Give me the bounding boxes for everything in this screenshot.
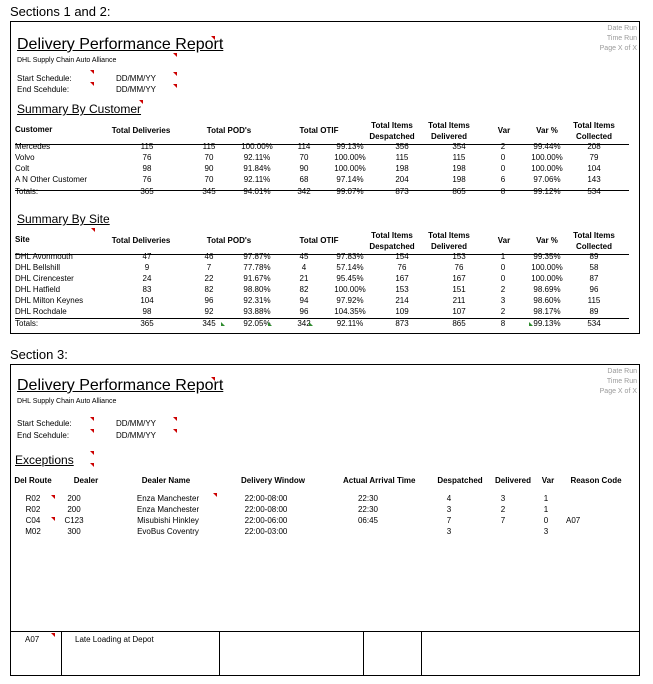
report-subtitle: DHL Supply Chain Auto Alliance xyxy=(17,398,117,405)
exceptions-cell: 7 xyxy=(500,516,506,525)
exceptions-col-header: Reason Code xyxy=(570,476,622,485)
customer-name: Colt xyxy=(15,164,30,173)
comment-marker xyxy=(173,429,177,433)
site-col-header: Total OTIF xyxy=(299,236,339,245)
exceptions-col-header: Del Route xyxy=(14,476,52,485)
exceptions-cell: 1 xyxy=(543,505,549,514)
customer-cell: 92.11% xyxy=(243,175,271,184)
site-totals-cell: 345 xyxy=(202,319,216,328)
comment-marker xyxy=(90,451,94,455)
customer-totals-cell: 99.07% xyxy=(336,187,364,196)
comment-marker xyxy=(139,100,143,104)
exceptions-col-header: Dealer xyxy=(73,476,99,485)
site-cell: 45 xyxy=(299,252,309,261)
cell-flag xyxy=(268,322,272,326)
site-totals-cell: 873 xyxy=(395,319,409,328)
section-1-2-label: Sections 1 and 2: xyxy=(10,4,111,19)
customer-cell: 0 xyxy=(500,153,506,162)
footer-cell xyxy=(11,632,62,675)
cell-flag xyxy=(221,322,225,326)
exceptions-cell: Enza Manchester xyxy=(136,494,200,503)
site-name: DHL Cirencester xyxy=(15,274,74,283)
date-run: Date Run xyxy=(607,25,637,32)
comment-marker xyxy=(90,429,94,433)
report-frame-exceptions xyxy=(10,364,640,676)
customer-totals-cell: 99.12% xyxy=(533,187,561,196)
exceptions-cell: M02 xyxy=(25,527,41,536)
exceptions-cell: C04 xyxy=(25,516,41,525)
start-schedule-label: Start Schedule: xyxy=(17,74,72,83)
run-info xyxy=(600,24,637,54)
customer-cell: 98 xyxy=(142,164,152,173)
report-title: Delivery Performance Report xyxy=(17,36,224,53)
exceptions-cell: 22:30 xyxy=(357,494,379,503)
customer-cell: 97.14% xyxy=(336,175,364,184)
report-subtitle: DHL Supply Chain Auto Alliance xyxy=(17,57,117,64)
site-name: DHL Bellshill xyxy=(15,263,61,272)
exceptions-cell: 4 xyxy=(446,494,452,503)
customer-cell: 115 xyxy=(395,153,409,162)
exceptions-cell: EvoBus Coventry xyxy=(137,527,199,536)
site-cell: 153 xyxy=(452,252,466,261)
exceptions-cell: 22:00-08:00 xyxy=(244,505,288,514)
site-cell: 22 xyxy=(204,274,214,283)
customer-col-header: Total Items Despatched xyxy=(369,121,415,141)
exceptions-heading: Exceptions xyxy=(15,453,74,467)
customer-cell: 115 xyxy=(140,142,154,151)
site-cell: 76 xyxy=(397,263,407,272)
customer-cell: 92.11% xyxy=(243,153,271,162)
comment-marker xyxy=(51,495,55,499)
exceptions-cell: 22:00-08:00 xyxy=(244,494,288,503)
page-x-of-x: Page X of X xyxy=(599,388,637,395)
site-cell: 100.00% xyxy=(334,285,366,294)
customer-col-header: Total Items Delivered xyxy=(428,121,470,141)
comment-marker xyxy=(211,36,215,40)
comment-marker xyxy=(173,72,177,76)
time-run: Time Run xyxy=(606,35,637,42)
customer-cell: 204 xyxy=(395,175,409,184)
customer-cell: 79 xyxy=(589,153,599,162)
end-schedule-label: End Scehdule: xyxy=(17,431,70,440)
exceptions-col-header: Despatched xyxy=(437,476,483,485)
customer-totals-cell: 345 xyxy=(202,187,216,196)
customer-cell: 70 xyxy=(299,153,309,162)
exceptions-cell: R02 xyxy=(25,505,41,514)
site-cell: 2 xyxy=(500,307,506,316)
exceptions-cell: C123 xyxy=(64,516,84,525)
customer-name: Volvo xyxy=(15,153,35,162)
site-totals-cell: 8 xyxy=(500,319,506,328)
customer-cell: 100.00% xyxy=(241,142,273,151)
site-cell: 99.35% xyxy=(533,252,561,261)
site-cell: 9 xyxy=(144,263,150,272)
site-cell: 154 xyxy=(395,252,409,261)
customer-cell: 6 xyxy=(500,175,506,184)
exceptions-cell: 3 xyxy=(446,527,452,536)
customer-totals-cell: 534 xyxy=(587,187,601,196)
customer-cell: 90 xyxy=(204,164,214,173)
customer-cell: 99.44% xyxy=(533,142,561,151)
customer-totals-cell: 873 xyxy=(395,187,409,196)
footer-cell xyxy=(421,632,639,675)
exceptions-cell: 3 xyxy=(500,494,506,503)
comment-marker xyxy=(51,633,55,637)
site-cell: 1 xyxy=(500,252,506,261)
site-cell: 92.31% xyxy=(243,296,271,305)
customer-col-header: Total Deliveries xyxy=(111,126,171,135)
customer-cell: 68 xyxy=(299,175,309,184)
customer-cell: 115 xyxy=(452,153,466,162)
site-cell: 96 xyxy=(299,307,309,316)
footer-reason-desc: Late Loading at Depot xyxy=(75,635,154,644)
customer-totals-cell: 8 xyxy=(500,187,506,196)
footer-reason-code: A07 xyxy=(25,635,40,644)
comment-marker xyxy=(173,53,177,57)
customer-col-header: Total OTIF xyxy=(299,126,339,135)
site-totals-divider xyxy=(15,318,629,319)
customer-cell: 70 xyxy=(204,175,214,184)
site-col-header: Total Items Collected xyxy=(573,231,615,251)
exceptions-reason-code: A07 xyxy=(566,516,581,525)
customer-cell: 97.06% xyxy=(533,175,561,184)
customer-name: Mercedes xyxy=(15,142,51,151)
site-cell: 96 xyxy=(589,285,599,294)
site-cell: 83 xyxy=(142,285,152,294)
customer-cell: 198 xyxy=(395,164,409,173)
site-totals-cell: 365 xyxy=(140,319,154,328)
comment-marker xyxy=(211,377,215,381)
site-cell: 98 xyxy=(142,307,152,316)
customer-cell: 99.13% xyxy=(336,142,364,151)
exceptions-cell: 7 xyxy=(446,516,452,525)
site-cell: 2 xyxy=(500,285,506,294)
site-col-header: Total Items Despatched xyxy=(369,231,415,251)
run-info xyxy=(600,367,637,397)
end-schedule-label: End Scehdule: xyxy=(17,85,70,94)
comment-marker xyxy=(90,70,94,74)
site-name: DHL Rochdale xyxy=(15,307,67,316)
footer-cell xyxy=(219,632,364,675)
start-schedule-label: Start Schedule: xyxy=(17,419,72,428)
customer-totals-cell: 94.01% xyxy=(243,187,271,196)
exceptions-cell: 06:45 xyxy=(357,516,379,525)
site-cell: 97.87% xyxy=(243,252,271,261)
comment-marker xyxy=(51,517,55,521)
reason-code-footer xyxy=(11,631,639,675)
site-cell: 96 xyxy=(204,296,214,305)
site-cell: 92 xyxy=(204,307,214,316)
comment-marker xyxy=(90,82,94,86)
site-cell: 104 xyxy=(140,296,154,305)
customer-cell: 208 xyxy=(587,142,601,151)
site-cell: 57.14% xyxy=(336,263,364,272)
site-totals-cell: 534 xyxy=(587,319,601,328)
customer-cell: 356 xyxy=(395,142,409,151)
exceptions-cell: 22:00-06:00 xyxy=(244,516,288,525)
site-name: DHL Milton Keynes xyxy=(15,296,84,305)
exceptions-col-header: Actual Arrival Time xyxy=(343,476,416,485)
customer-col-header: Customer xyxy=(15,125,53,134)
site-cell: 82 xyxy=(204,285,214,294)
customer-cell: 100.00% xyxy=(531,164,563,173)
customer-cell: 100.00% xyxy=(531,153,563,162)
customer-totals-divider xyxy=(15,190,629,191)
comment-marker xyxy=(173,84,177,88)
footer-cell xyxy=(363,632,422,675)
exceptions-cell: Enza Manchester xyxy=(136,505,200,514)
site-cell: 100.00% xyxy=(531,263,563,272)
customer-cell: 143 xyxy=(587,175,601,184)
site-cell: 58 xyxy=(589,263,599,272)
exceptions-cell: 22:30 xyxy=(357,505,379,514)
site-cell: 98.69% xyxy=(533,285,561,294)
site-summary-heading: Summary By Site xyxy=(17,212,110,226)
site-cell: 98.80% xyxy=(243,285,271,294)
site-cell: 104.35% xyxy=(334,307,366,316)
site-cell: 82 xyxy=(299,285,309,294)
site-col-header: Total Items Delivered xyxy=(428,231,470,251)
site-cell: 167 xyxy=(395,274,409,283)
site-col-header: Site xyxy=(15,235,30,244)
site-cell: 89 xyxy=(589,307,599,316)
exceptions-cell: Misubishi Hinkley xyxy=(137,516,199,525)
customer-cell: 76 xyxy=(142,153,152,162)
totals-label: Totals: xyxy=(15,319,39,328)
site-cell: 89 xyxy=(589,252,599,261)
site-cell: 94 xyxy=(299,296,309,305)
site-cell: 95.45% xyxy=(336,274,364,283)
customer-cell: 198 xyxy=(452,164,466,173)
exceptions-cell: 2 xyxy=(500,505,506,514)
site-cell: 100.00% xyxy=(531,274,563,283)
date-run: Date Run xyxy=(607,368,637,375)
exceptions-col-header: Dealer Name xyxy=(141,476,191,485)
customer-totals-cell: 365 xyxy=(140,187,154,196)
customer-cell: 2 xyxy=(500,142,506,151)
customer-cell: 100.00% xyxy=(334,153,366,162)
page-x-of-x: Page X of X xyxy=(599,45,637,52)
customer-col-header: Var xyxy=(497,126,511,135)
site-cell: 3 xyxy=(500,296,506,305)
site-cell: 0 xyxy=(500,263,506,272)
site-totals-cell: 99.13% xyxy=(533,319,561,328)
site-cell: 0 xyxy=(500,274,506,283)
customer-name: A N Other Customer xyxy=(15,175,88,184)
exceptions-col-header: Delivered xyxy=(494,476,532,485)
site-col-header: Total POD's xyxy=(206,236,252,245)
customer-cell: 76 xyxy=(142,175,152,184)
customer-cell: 354 xyxy=(452,142,466,151)
customer-totals-cell: 342 xyxy=(297,187,311,196)
site-cell: 115 xyxy=(587,296,601,305)
site-cell: 76 xyxy=(454,263,464,272)
comment-marker xyxy=(173,417,177,421)
cell-flag xyxy=(529,322,533,326)
comment-marker xyxy=(91,228,95,232)
report-frame-summary xyxy=(10,21,640,334)
exceptions-cell: 200 xyxy=(67,505,81,514)
site-cell: 98.60% xyxy=(533,296,561,305)
customer-cell: 104 xyxy=(587,164,601,173)
site-totals-cell: 865 xyxy=(452,319,466,328)
customer-col-header: Total POD's xyxy=(206,126,252,135)
footer-cell xyxy=(61,632,220,675)
site-cell: 211 xyxy=(452,296,466,305)
site-totals-cell: 342 xyxy=(297,319,311,328)
totals-label: Totals: xyxy=(15,187,39,196)
start-schedule-value: DD/MM/YY xyxy=(116,419,156,428)
site-name: DHL Avonmouth xyxy=(15,252,73,261)
site-cell: 24 xyxy=(142,274,152,283)
site-cell: 109 xyxy=(395,307,409,316)
site-totals-cell: 92.11% xyxy=(336,319,364,328)
comment-marker xyxy=(90,463,94,467)
site-cell: 21 xyxy=(299,274,309,283)
exceptions-col-header: Delivery Window xyxy=(241,476,305,485)
customer-totals-cell: 865 xyxy=(452,187,466,196)
end-schedule-value: DD/MM/YY xyxy=(116,431,156,440)
site-totals-cell: 92.05% xyxy=(243,319,271,328)
customer-cell: 70 xyxy=(204,153,214,162)
exceptions-cell: 3 xyxy=(446,505,452,514)
comment-marker xyxy=(213,493,217,497)
comment-marker xyxy=(90,417,94,421)
customer-cell: 114 xyxy=(297,142,311,151)
site-cell: 87 xyxy=(589,274,599,283)
site-cell: 107 xyxy=(452,307,466,316)
time-run: Time Run xyxy=(606,378,637,385)
customer-col-header: Total Items Collected xyxy=(573,121,615,141)
site-cell: 91.67% xyxy=(243,274,271,283)
site-col-header: Var % xyxy=(536,236,558,245)
site-cell: 151 xyxy=(452,285,466,294)
customer-cell: 91.84% xyxy=(243,164,271,173)
site-name: DHL Hatfield xyxy=(15,285,61,294)
site-cell: 46 xyxy=(204,252,214,261)
exceptions-cell: 0 xyxy=(543,516,549,525)
customer-col-header: Var % xyxy=(536,126,558,135)
end-schedule-value: DD/MM/YY xyxy=(116,85,156,94)
site-cell: 98.17% xyxy=(533,307,561,316)
exceptions-cell: 200 xyxy=(67,494,81,503)
customer-cell: 100.00% xyxy=(334,164,366,173)
start-schedule-value: DD/MM/YY xyxy=(116,74,156,83)
cell-flag xyxy=(309,322,313,326)
customer-cell: 115 xyxy=(202,142,216,151)
customer-cell: 198 xyxy=(452,175,466,184)
exceptions-cell: R02 xyxy=(25,494,41,503)
exceptions-cell: 1 xyxy=(543,494,549,503)
site-cell: 214 xyxy=(395,296,409,305)
site-cell: 4 xyxy=(301,263,307,272)
exceptions-cell: 22:00-03:00 xyxy=(244,527,288,536)
report-title: Delivery Performance Report xyxy=(17,377,224,394)
site-cell: 167 xyxy=(452,274,466,283)
exceptions-cell: 3 xyxy=(543,527,549,536)
site-col-header: Var xyxy=(497,236,511,245)
site-cell: 93.88% xyxy=(243,307,271,316)
site-cell: 7 xyxy=(206,263,212,272)
site-col-header: Total Deliveries xyxy=(111,236,171,245)
section-3-label: Section 3: xyxy=(10,347,68,362)
site-cell: 47 xyxy=(142,252,152,261)
site-cell: 153 xyxy=(395,285,409,294)
site-cell: 77.78% xyxy=(243,263,271,272)
site-cell: 97.92% xyxy=(336,296,364,305)
customer-cell: 0 xyxy=(500,164,506,173)
exceptions-col-header: Var xyxy=(541,476,555,485)
site-cell: 97.83% xyxy=(336,252,364,261)
exceptions-cell: 300 xyxy=(67,527,81,536)
customer-summary-heading: Summary By Customer xyxy=(17,102,142,116)
customer-cell: 90 xyxy=(299,164,309,173)
